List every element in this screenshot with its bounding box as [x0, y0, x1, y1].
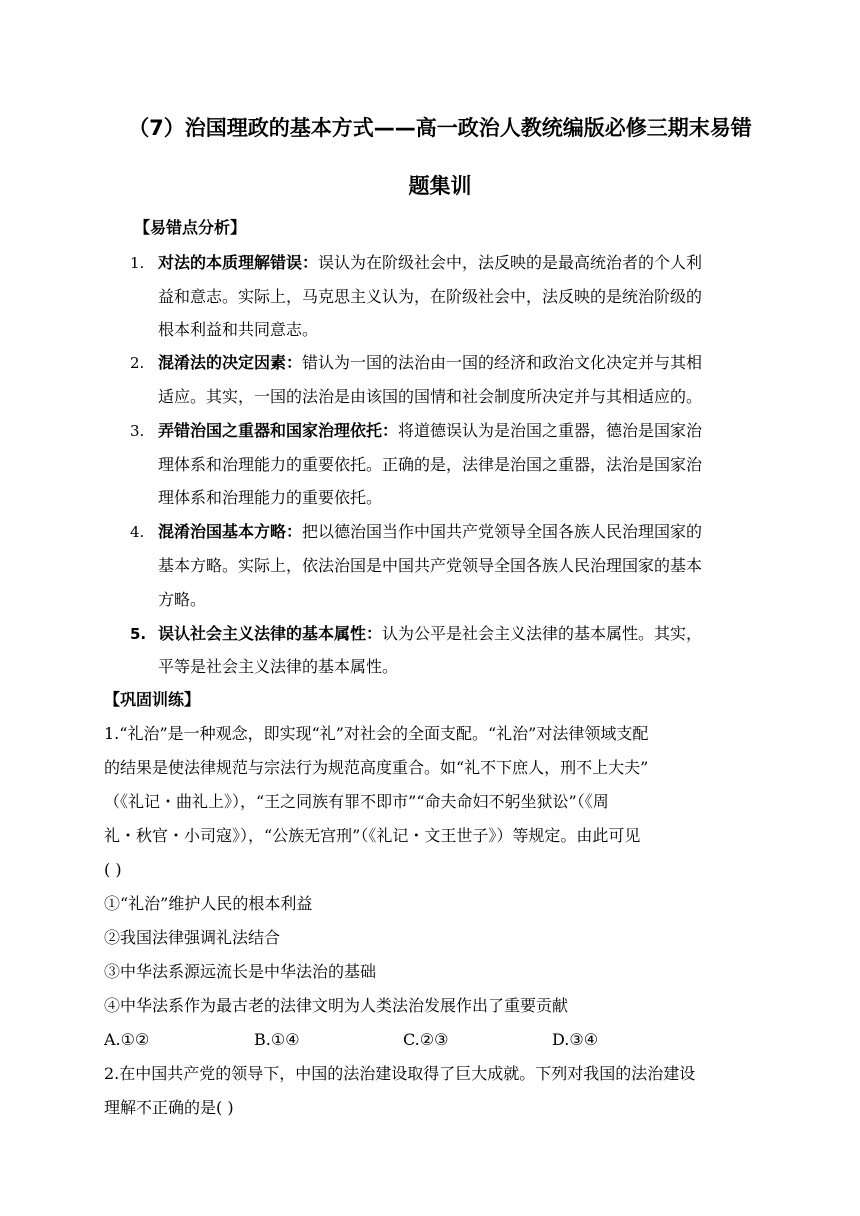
analysis-item-5-line-2: 平等是社会主义法律的基本属性。 — [158, 657, 399, 676]
question-1-statement-3: ③中华法系源远流长是中华法治的基础 — [104, 962, 377, 981]
analysis-item-4-number: 4. — [130, 523, 145, 541]
question-1-statement-4: ④中华法系作为最古老的法律文明为人类法治发展作出了重要贡献 — [104, 996, 569, 1015]
analysis-item-4-line-3: 方略。 — [158, 590, 207, 609]
question-1-option-d: D.③④ — [552, 1030, 599, 1049]
question-2-line-1: 2.在中国共产党的领导下，中国的法治建设取得了巨大成就。下列对我国的法治建设 — [104, 1064, 696, 1083]
analysis-heading: 【易错点分析】 — [134, 218, 247, 237]
analysis-item-2-line-2: 适应。其实，一国的法治是由该国的国情和社会制度所决定并与其相适应的。 — [158, 387, 703, 406]
analysis-item-2-first-line — [158, 353, 702, 373]
analysis-item-1-term: 对法的本质理解错误： — [158, 253, 319, 272]
document-title-line2: 题集训 — [408, 174, 472, 198]
analysis-item-5-number: 5. — [130, 625, 147, 643]
question-1-line-4: 礼・秋官・小司寇》），“公族无宫刑”（《礼记・文王世子》）等规定。由此可见 — [104, 826, 641, 845]
question-1-answer-blank: ( ) — [104, 860, 122, 879]
question-2-line-2: 理解不正确的是( ) — [104, 1098, 234, 1117]
question-1-option-a: A.①② — [104, 1030, 150, 1049]
analysis-item-1-line-3: 根本利益和共同意志。 — [158, 320, 319, 339]
analysis-item-3-term: 弄错治国之重器和国家治理依托： — [158, 421, 399, 440]
analysis-item-5-first-line — [158, 624, 702, 644]
analysis-item-4-line-2: 基本方略。实际上，依法治国是中国共产党领导全国各族人民治理国家的基本 — [158, 556, 703, 575]
analysis-item-3-line-2: 理体系和治理能力的重要依托。正确的是，法律是治国之重器，法治是国家治 — [158, 455, 703, 474]
question-1-line-2: 的结果是使法律规范与宗法行为规范高度重合。如“礼不下庶人，刑不上大夫” — [104, 758, 649, 777]
question-1-line-3: （《礼记・曲礼上》），“王之同族有罪不即市”“命夫命妇不躬坐狱讼”（《周 — [104, 792, 609, 811]
analysis-item-3-number: 3. — [130, 422, 145, 440]
question-1-statement-1: ①“礼治”维护人民的根本利益 — [104, 894, 313, 913]
question-1-option-c: C.②③ — [403, 1030, 449, 1049]
analysis-item-5-text: 认为公平是社会主义法律的基本属性。其实， — [382, 624, 703, 643]
analysis-item-2-text: 错认为一国的法治由一国的经济和政治文化决定并与其相 — [302, 353, 703, 372]
analysis-item-1-first-line — [158, 253, 702, 273]
analysis-item-3-text: 将道德误认为是治国之重器，德治是国家治 — [398, 421, 703, 440]
analysis-item-1-number: 1. — [130, 254, 145, 272]
document-title-line1: （7）治国理政的基本方式——高一政治人教统编版必修三期末易错 — [128, 116, 752, 140]
analysis-item-4-term: 混淆治国基本方略： — [158, 522, 303, 541]
analysis-item-3-line-3: 理体系和治理能力的重要依托。 — [158, 488, 383, 507]
question-1-option-b: B.①④ — [254, 1030, 300, 1049]
practice-heading: 【巩固训练】 — [104, 690, 201, 709]
analysis-item-1-text: 误认为在阶级社会中，法反映的是最高统治者的个人利 — [318, 253, 703, 272]
question-1-line-1: 1.“礼治”是一种观念，即实现“礼”对社会的全面支配。“礼治”对法律领域支配 — [104, 724, 649, 743]
analysis-item-4-first-line — [158, 522, 702, 542]
analysis-item-2-term: 混淆法的决定因素： — [158, 353, 303, 372]
analysis-item-3-first-line — [158, 421, 702, 441]
analysis-item-1-line-2: 益和意志。实际上，马克思主义认为，在阶级社会中，法反映的是统治阶级的 — [158, 287, 703, 306]
analysis-item-4-text: 把以德治国当作中国共产党领导全国各族人民治理国家的 — [302, 522, 703, 541]
analysis-item-5-term: 误认社会主义法律的基本属性： — [158, 624, 383, 643]
question-1-statement-2: ②我国法律强调礼法结合 — [104, 928, 281, 947]
analysis-item-2-number: 2. — [130, 354, 145, 372]
